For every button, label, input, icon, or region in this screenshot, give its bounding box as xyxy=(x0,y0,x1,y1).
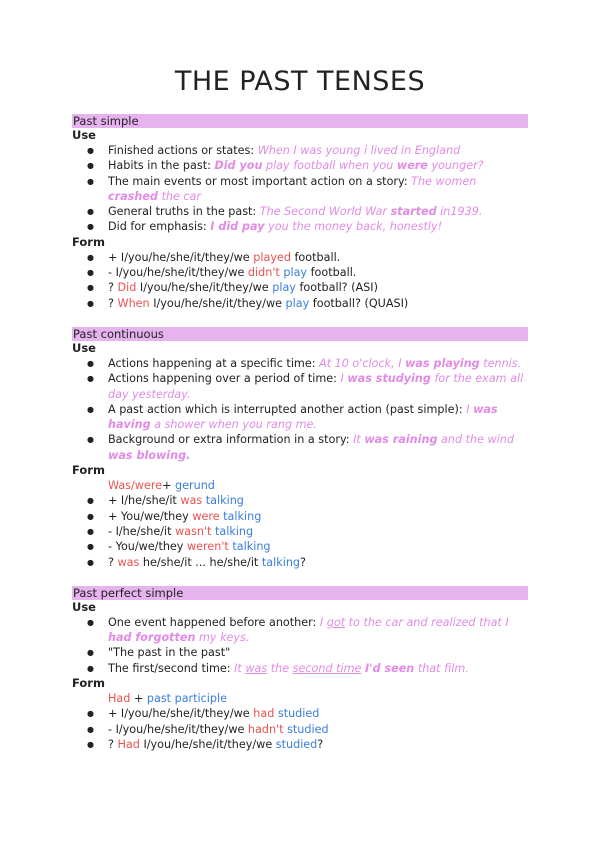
list-item: ● + I/you/he/she/it/they/we played football. xyxy=(108,250,528,265)
list-item: ● "The past in the past" xyxy=(108,645,528,660)
form-list-past-perfect xyxy=(72,706,528,752)
section-heading-past-perfect: Past perfect simple xyxy=(72,586,528,600)
list-item: ● Actions happening over a period of time: I was studying for the exam all day yesterday. xyxy=(108,371,528,402)
form-label: Form xyxy=(72,463,105,478)
formula-past-perfect: Had + past participle xyxy=(108,692,228,706)
section-heading-past-continuous: Past continuous xyxy=(72,327,528,341)
use-list-past-simple xyxy=(72,143,528,235)
list-item: ● ? Had I/you/he/she/it/they/we studied? xyxy=(108,737,528,752)
list-item: ● A past action which is interrupted another action (past simple): I was having a shower when you rang me. xyxy=(108,402,528,433)
use-list-past-perfect xyxy=(72,615,528,676)
list-item: ● Actions happening at a specific time: At 10 o'clock, I was playing tennis. xyxy=(108,356,528,371)
form-list-past-continuous xyxy=(72,493,528,569)
formula-past-continuous: Was/were+ gerund xyxy=(108,479,215,493)
list-item: ● + You/we/they were talking xyxy=(108,509,528,524)
document-page xyxy=(72,62,528,752)
list-item: ● - I/he/she/it wasn't talking xyxy=(108,524,528,539)
use-label: Use xyxy=(72,599,96,614)
example-text: When I was young i lived in England xyxy=(257,144,461,157)
list-item: ● Habits in the past: Did you play football when you were younger? xyxy=(108,158,528,173)
list-item: ● Did for emphasis: I did pay you the money back, honestly! xyxy=(108,219,528,234)
list-item: ● The main events or most important action on a story: The women crashed the car xyxy=(108,174,528,205)
list-item: ● One event happened before another: I got to the car and realized that I had forgotten my keys. xyxy=(108,615,528,646)
list-item: ● ? Did I/you/he/she/it/they/we play football? (ASI) xyxy=(108,280,528,295)
list-item: ● - You/we/they weren't talking xyxy=(108,539,528,554)
section-heading-past-simple: Past simple xyxy=(72,114,528,128)
list-item: ● Finished actions or states: When I was young i lived in England xyxy=(108,143,528,158)
form-label: Form xyxy=(72,234,105,249)
list-item: ● ? When I/you/he/she/it/they/we play football? (QUASI) xyxy=(108,296,528,311)
list-item: ● General truths in the past: The Second World War started in1939. xyxy=(108,204,528,219)
list-item: ● - I/you/he/she/it/they/we hadn't studied xyxy=(108,722,528,737)
list-item: ● Background or extra information in a story: It was raining and the wind was blowing. xyxy=(108,432,528,463)
form-label: Form xyxy=(72,676,105,691)
list-item: ● + I/you/he/she/it/they/we had studied xyxy=(108,706,528,721)
use-label: Use xyxy=(72,128,96,142)
list-item: ● + I/he/she/it was talking xyxy=(108,493,528,508)
use-label: Use xyxy=(72,340,96,355)
use-list-past-continuous xyxy=(72,356,528,463)
list-item: ● - I/you/he/she/it/they/we didn't play football. xyxy=(108,265,528,280)
list-item: ● The first/second time: It was the second time I'd seen that film. xyxy=(108,661,528,676)
form-list-past-simple xyxy=(72,250,528,311)
page-title: THE PAST TENSES xyxy=(174,66,426,97)
list-item: ● ? was he/she/it ... he/she/it talking? xyxy=(108,555,528,570)
